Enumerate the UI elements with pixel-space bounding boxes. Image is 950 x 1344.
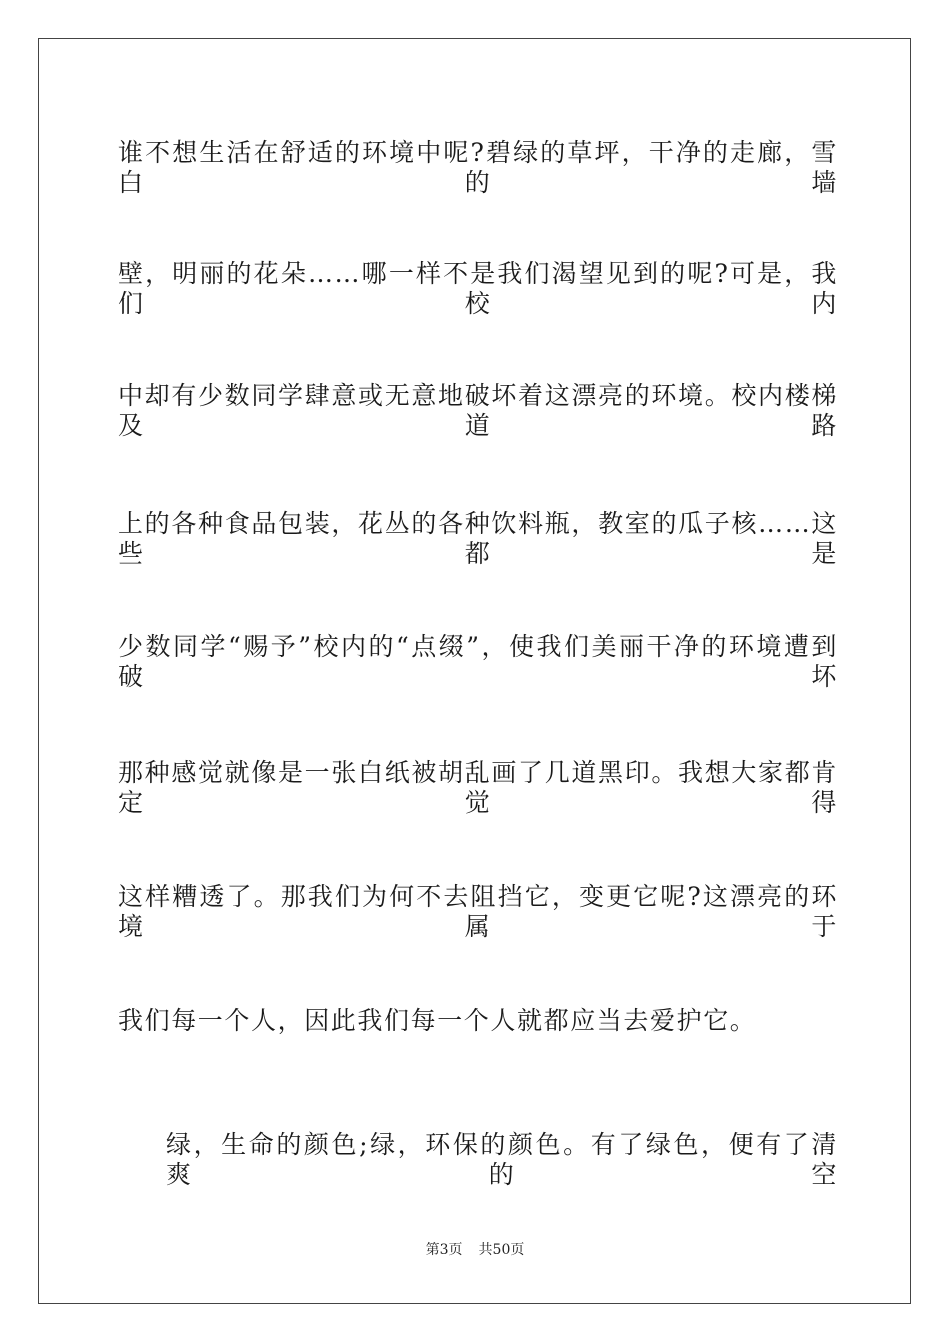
paragraph-line-3: 中却有少数同学肆意或无意地破坏着这漂亮的环境。校内楼梯及道路 bbox=[118, 381, 838, 440]
page-footer bbox=[0, 1241, 950, 1259]
paragraph-line-2: 壁，明丽的花朵……哪一样不是我们渴望见到的呢?可是，我们校内 bbox=[118, 259, 838, 318]
paragraph-line-9: 绿，生命的颜色;绿，环保的颜色。有了绿色，便有了清爽的空 bbox=[166, 1130, 838, 1189]
page-total: 共50页 bbox=[478, 1242, 525, 1258]
paragraph-line-6: 那种感觉就像是一张白纸被胡乱画了几道黑印。我想大家都肯定觉得 bbox=[118, 758, 838, 817]
paragraph-line-7: 这样糟透了。那我们为何不去阻挡它，变更它呢?这漂亮的环境属于 bbox=[118, 882, 838, 941]
paragraph-line-1: 谁不想生活在舒适的环境中呢?碧绿的草坪，干净的走廊，雪白的墙 bbox=[118, 138, 838, 197]
paragraph-line-5: 少数同学“赐予”校内的“点缀”，使我们美丽干净的环境遭到破坏 bbox=[118, 632, 838, 691]
page-number: 第3页 bbox=[425, 1242, 463, 1258]
paragraph-line-8: 我们每一个人，因此我们每一个人就都应当去爱护它。 bbox=[118, 1006, 757, 1035]
paragraph-line-4: 上的各种食品包装，花丛的各种饮料瓶，教室的瓜子核……这些都是 bbox=[118, 509, 838, 568]
